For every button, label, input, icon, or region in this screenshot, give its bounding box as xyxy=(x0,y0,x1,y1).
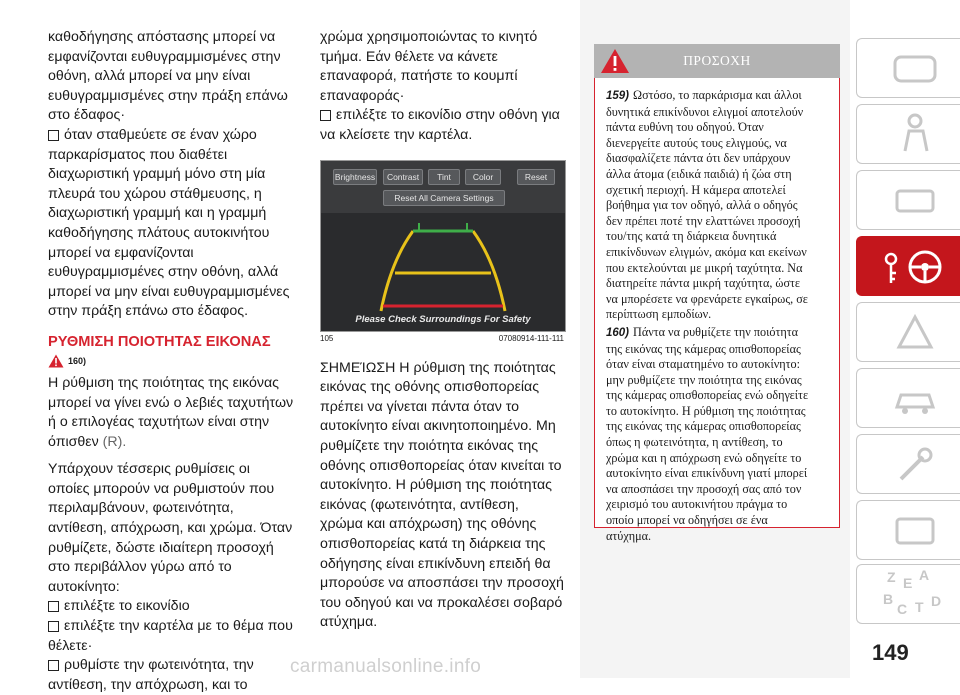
chapter-tab-safety[interactable] xyxy=(856,104,960,164)
text-line: αυτοκίνητο είναι επικίνδυνη γιατί μπορεί xyxy=(606,466,808,481)
intro-paragraph xyxy=(48,28,298,126)
index-letter: B xyxy=(883,591,894,607)
index-letter: C xyxy=(897,601,908,617)
bullet-continuation: αντίθεση, την απόχρωση, και το xyxy=(48,676,248,693)
text-line: διενεργείτε αυτούς τους ελιγμούς, να xyxy=(606,135,787,150)
text-line: να μπορέσετε να φρενάρετε εγκαίρως, σε xyxy=(606,291,808,306)
bullet-item xyxy=(320,106,570,126)
bullet-continuation xyxy=(48,146,298,322)
text-line: διατηρείτε πάντα μικρή ταχύτητα, ώστε xyxy=(606,276,801,291)
warning-light-icon xyxy=(857,303,960,363)
text-line: στην πράξη επάνω στο έδαφος. xyxy=(48,303,249,320)
reverse-gear-ref: (R). xyxy=(98,433,127,450)
camera-warning-text: Please Check Surroundings For Safety xyxy=(355,313,531,325)
text-line: πλευρά του χώρου στάθμευσης, η xyxy=(48,185,262,202)
parking-guide-lines xyxy=(321,161,565,331)
text-line: της κάμερας οπισθοπορείας ενώ οδηγείτε xyxy=(606,388,809,403)
text-line: στο περιβάλλον γύρω από το xyxy=(48,559,232,576)
bullet-continuation: να κλείσετε την καρτέλα. xyxy=(320,126,473,143)
chapter-tab-starting-driving[interactable] xyxy=(856,236,960,296)
car-service-icon xyxy=(857,369,960,429)
text-line: ατύχημα. xyxy=(606,528,652,543)
watermark: carmanualsonline.info xyxy=(290,656,482,677)
chapter-tab-dashboard[interactable] xyxy=(856,38,960,98)
text-line: της εικόνας της κάμερας οπισθοπορείας xyxy=(606,419,801,434)
text-line: βοήθημα για τον οδηγό, αλλά ο οδηγός xyxy=(606,198,798,213)
text-line: οθόνης οπισθοπορείας όταν κινείται το xyxy=(320,457,562,474)
text-line: παρκαρίσματος που διαθέτει xyxy=(48,146,228,163)
chapter-tabs xyxy=(850,0,960,678)
text-line: μπορεί να εμφανίζονται xyxy=(48,244,194,261)
note-paragraph xyxy=(320,359,570,633)
text-line: μπορεί να μην είναι ευθυγραμμισμένες xyxy=(48,283,290,300)
warning-panel-title: ΠΡΟΣΟΧΗ xyxy=(683,53,751,68)
warning-reference xyxy=(48,354,298,368)
text-line: ατύχημα. xyxy=(320,614,378,631)
bullet-item xyxy=(48,617,298,637)
warning-panel-body xyxy=(594,78,840,543)
text-line: οποίο μπορεί να οδηγήσει σε ένα xyxy=(606,513,768,528)
warning-triangle-icon xyxy=(48,354,64,368)
brightness-button: Brightness xyxy=(333,169,377,185)
text-line: περιλαμβάνουν, φωτεινότητα, xyxy=(48,500,234,517)
text-line: χρώμα και απόχρωση) της οθόνης xyxy=(320,516,537,533)
index-letter: E xyxy=(903,575,913,591)
key-and-steering-wheel-icon xyxy=(857,237,960,297)
text-line: χρώμα και η απόχρωση ενώ οδηγείτε το xyxy=(606,450,802,465)
checkbox-bullet-icon xyxy=(48,660,59,671)
text-line: αυτοκίνητο: xyxy=(48,578,120,595)
text-line: δυνητικά επικίνδυνοι ελιγμοί αποτελούν xyxy=(606,104,804,119)
text-line: ή ο επιλογέας ταχυτήτων είναι στην xyxy=(48,414,270,431)
text-line: της εικόνας της κάμερας οπισθοπορείας xyxy=(606,341,801,356)
text-fragment: όπισθεν xyxy=(48,433,99,450)
text-line xyxy=(606,88,831,105)
index-letter: T xyxy=(915,599,924,615)
text-line: εικόνας της οθόνης οπισθοπορείας xyxy=(320,379,540,396)
multimedia-icon xyxy=(857,501,960,561)
checkbox-bullet-icon xyxy=(48,601,59,612)
text-line: που εκτελούνται με μικρή ταχύτητα. Να xyxy=(606,260,803,275)
bullet-continuation: θέλετε· xyxy=(48,637,93,654)
text-line: πάντα ευθύνη του οδηγού. Όταν xyxy=(606,120,764,135)
text-line: καθοδήγησης πλάτους αυτοκινήτου xyxy=(48,224,270,241)
page-number: 149 xyxy=(872,640,909,665)
chapter-tab-maintenance[interactable] xyxy=(856,368,960,428)
text-line xyxy=(606,325,831,342)
chapter-tab-controls[interactable] xyxy=(856,170,960,230)
text-line: να αποσπάσει την προσοχή σας από τον xyxy=(606,481,802,496)
text-line: περίπτωση εμποδίων. xyxy=(606,307,712,322)
bullet-item xyxy=(48,597,298,617)
dashboard-icon xyxy=(857,39,960,99)
chapter-tab-index[interactable] xyxy=(856,564,960,624)
warning-159 xyxy=(606,88,831,323)
text-line: όταν σταθμεύετε σε έναν χώρο xyxy=(64,126,257,143)
text-line: οποίες μπορούν να ρυθμιστούν που xyxy=(48,480,275,497)
index-letter: Z xyxy=(887,569,896,585)
bullet-item xyxy=(48,656,298,676)
index-letter: A xyxy=(919,567,930,583)
chapter-tab-emergency[interactable] xyxy=(856,302,960,362)
text-line: ρυθμίζετε την ποιότητα εικόνας της xyxy=(320,437,539,454)
paragraph-quality xyxy=(48,374,298,452)
text-line: τμήμα. Εάν θέλετε να κάνετε xyxy=(320,48,498,65)
controls-icon xyxy=(857,171,960,231)
figure-number: 105 xyxy=(320,333,334,343)
text-line: Η ρύθμιση της ποιότητας της εικόνας xyxy=(48,374,279,391)
text-line: ευθυγραμμισμένες στην πράξη επάνω xyxy=(48,87,288,104)
checkbox-bullet-icon xyxy=(320,110,331,121)
checkbox-bullet-icon xyxy=(48,130,59,141)
text-line: επαναφορά, πατήστε το κουμπί xyxy=(320,68,518,85)
text-line: του οδηγού και να προκαλέσει σοβαρό xyxy=(320,594,563,611)
section-heading: ΡΥΘΜΙΣΗ ΠΟΙΟΤΗΤΑΣ ΕΙΚΟΝΑΣ xyxy=(48,333,271,350)
text-fragment: Πάντα να ρυθμίζετε την ποιότητα xyxy=(633,324,798,339)
warning-160 xyxy=(606,325,831,544)
text-fragment: Ωστόσο, το παρκάρισμα και άλλοι xyxy=(633,88,802,102)
warning-panel-header xyxy=(594,44,840,78)
bullet-text: επιλέξτε το εικονίδιο στην οθόνη για xyxy=(336,107,560,124)
text-line: αυτοκίνητο. Η ρύθμιση της ποιότητας xyxy=(320,477,553,494)
text-line: μπορούσε να αποσπάσει την προσοχή xyxy=(320,575,564,592)
text-line: διαχωριστική γραμμή και η γραμμή xyxy=(48,205,267,222)
figure-code: 07080914-111-111 xyxy=(498,333,564,343)
reset-button: Reset xyxy=(517,169,555,185)
text-line: πρέπει να γίνεται πάντα όταν το xyxy=(320,398,520,415)
text-line: Υπάρχουν τέσσερις ρυθμίσεις οι xyxy=(48,461,250,478)
warning-number: 159) xyxy=(606,90,630,102)
text-line: στο έδαφος· xyxy=(48,107,126,124)
chapter-tab-multimedia[interactable] xyxy=(856,500,960,560)
warning-number: 160) xyxy=(606,326,630,339)
text-line: σχετική περιοχή. Η κάμερα αποτελεί xyxy=(606,182,786,197)
text-line: επικίνδυνων ελιγμών, ακόμα και εκείνων xyxy=(606,244,807,259)
text-line: ρυθμίζετε, δώστε ιδιαίτερη προσοχή xyxy=(48,539,274,556)
text-column-middle xyxy=(320,28,570,633)
text-line: ΣΗΜΕΊΩΣΗ Η ρύθμιση της ποιότητας xyxy=(320,359,556,376)
text-line: άλλα άτομα (ειδικά παιδιά) ή ζώα στη xyxy=(606,166,792,181)
text-line: όπως η φωτεινότητα, η αντίθεση, το xyxy=(606,435,783,450)
wrench-icon xyxy=(857,435,960,495)
text-line: εμφανίζονται ευθυγραμμισμένες στην xyxy=(48,48,281,65)
seatbelt-icon xyxy=(857,105,960,165)
text-line: οπισθοπορείας κατά τη διάρκεια της xyxy=(320,535,546,552)
bullet-item xyxy=(48,126,298,146)
tint-button: Tint xyxy=(428,169,460,185)
text-line: οθόνη, αλλά μπορεί να μην είναι xyxy=(48,68,251,85)
index-letter: D xyxy=(931,593,942,609)
paragraph-continued xyxy=(320,28,570,106)
text-line: το αυτοκίνητο. Η ρύθμιση της ποιότητας xyxy=(606,403,806,418)
text-line: χειρισμό του αυτοκινήτου πράγμα το xyxy=(606,497,788,512)
text-line: οδήγησης είναι επικίνδυνη επειδή θα xyxy=(320,555,551,572)
text-line: δεν πρέπει ποτέ την ελαττώνει προσοχή xyxy=(606,213,801,228)
text-line: του/της κατά τη διάρκεια δυνητικά xyxy=(606,229,777,244)
text-line: χρώμα χρησιμοποιώντας το κινητό xyxy=(320,29,538,45)
camera-screen-figure xyxy=(320,160,566,332)
warning-ref-number: 160) xyxy=(68,355,87,366)
checkbox-bullet-icon xyxy=(48,621,59,632)
bullet-text: ρυθμίστε την φωτεινότητα, την xyxy=(64,657,254,674)
reset-all-button: Reset All Camera Settings xyxy=(383,190,505,206)
bullet-text xyxy=(64,126,257,146)
paragraph-settings xyxy=(48,460,298,597)
text-line: διασφαλίζετε πάντα ότι δεν υπάρχουν xyxy=(606,151,791,166)
text-line: διαχωριστική γραμμή μόνο στη μία xyxy=(48,166,266,183)
text-column-left xyxy=(48,28,298,695)
text-line xyxy=(48,433,298,453)
figure-caption xyxy=(320,334,564,343)
text-line: ευθυγραμμισμένες στην οθόνη, αλλά xyxy=(48,264,279,281)
bullet-text: επιλέξτε το εικονίδιο xyxy=(64,598,190,615)
text-line: μην ρυθμίζετε την ποιότητα της εικόνας xyxy=(606,372,802,387)
text-line: αντίθεση, απόχρωση, και χρώμα. Όταν xyxy=(48,520,293,537)
text-line: καθοδήγησης απόστασης μπορεί να xyxy=(48,29,276,45)
chapter-tab-technical[interactable] xyxy=(856,434,960,494)
text-line: αυτοκίνητο είναι ακινητοποιημένο. Μη xyxy=(320,418,556,435)
text-line: μπορεί να γίνει ενώ ο λεβιές ταχυτήτων xyxy=(48,394,294,411)
text-line: εικόνας (φωτεινότητα, αντίθεση, xyxy=(320,496,519,513)
color-button: Color xyxy=(465,169,501,185)
text-line: επαναφοράς· xyxy=(320,87,405,104)
text-line: όταν είναι σταματημένο το αυτοκίνητο: xyxy=(606,357,801,372)
contrast-button: Contrast xyxy=(383,169,423,185)
bullet-text: επιλέξτε την καρτέλα με το θέμα που xyxy=(64,618,293,635)
